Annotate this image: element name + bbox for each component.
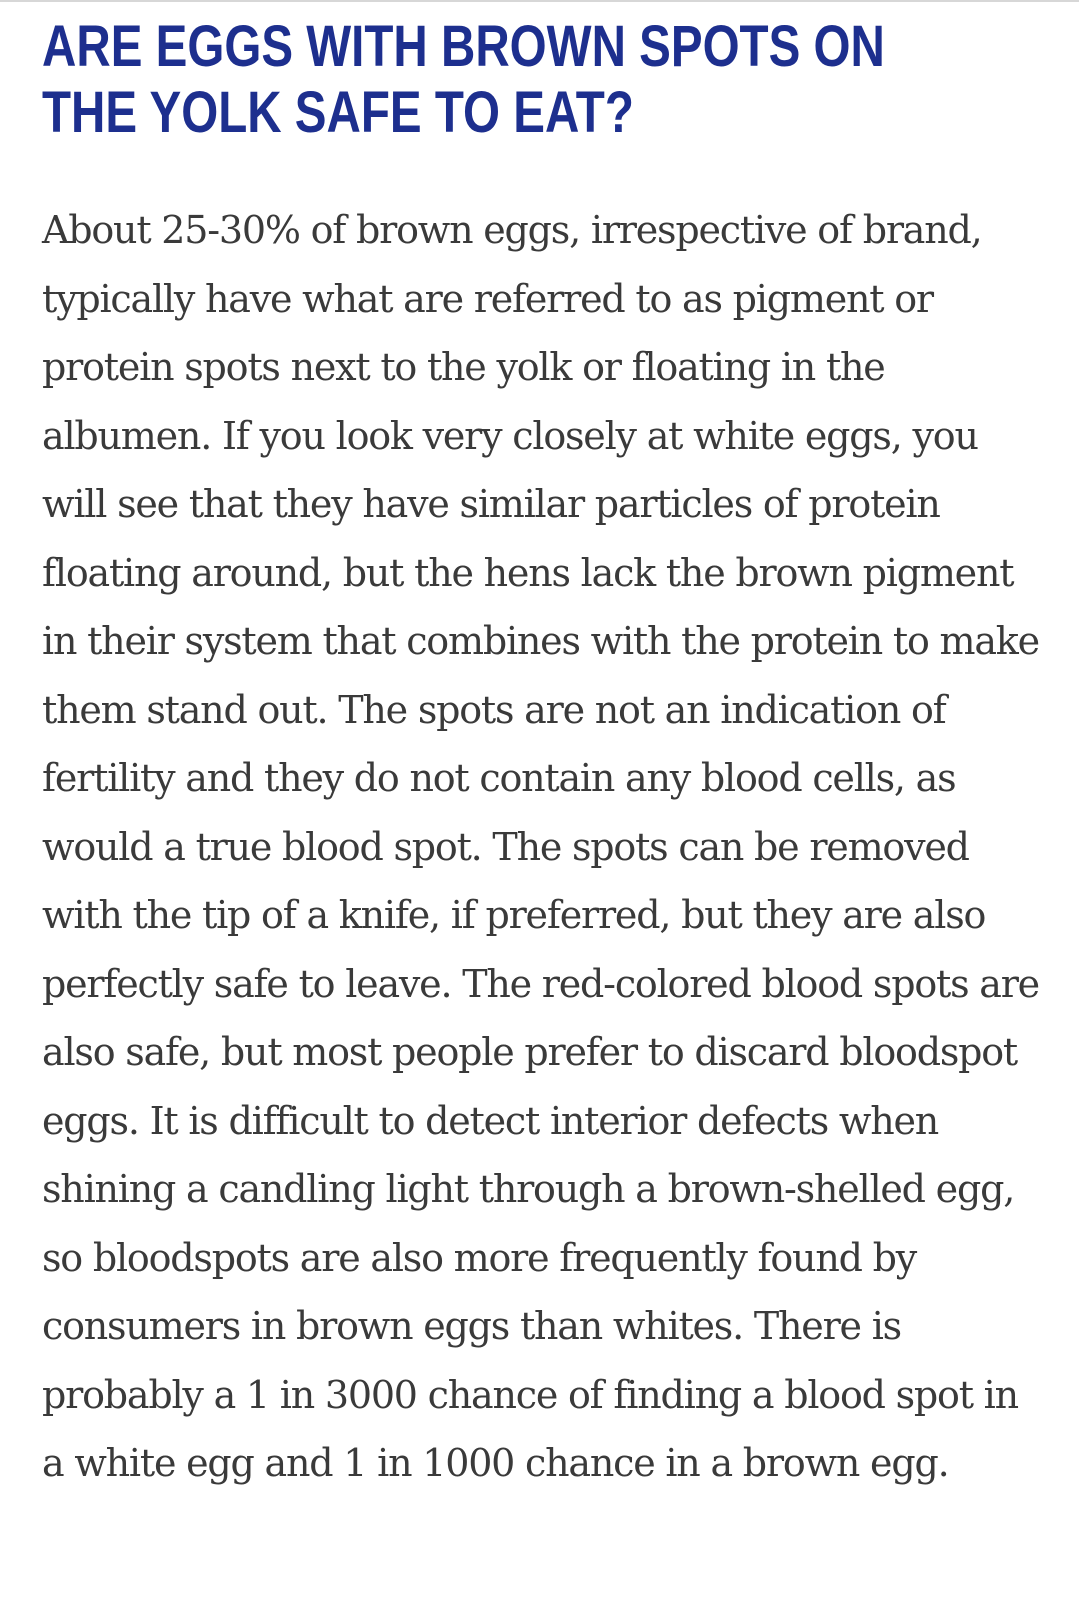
top-divider: [0, 0, 1079, 2]
faq-article: [42, 14, 1042, 1485]
article-title: ARE EGGS WITH BROWN SPOTS ON THE YOLK SAFE TO EAT?: [42, 14, 885, 145]
article-body: About 25-30% of brown eggs, irrespective of brand, typically have what are referred to as pigment or protein spots next to the yolk or floating in the albumen. If you look very closely at white eggs, you will see that they have similar particles of protein floating around, but the hens lack the brown pigment in their system that combines with the protein to make them stand out. The spots are not an indication of fertility and they do not contain any blood cells, as would a true blood spot. The spots can be removed with the tip of a knife, if preferred, but they are also perfectly safe to leave. The red-colored blood spots are also safe, but most people prefer to discard bloodspot eggs. It is difficult to detect interior defects when shining a candling light through a brown-shelled egg, so bloodspots are also more frequently found by consumers in brown eggs than whites. There is probably a 1 in 3000 chance of finding a blood spot in a white egg and 1 in 1000 chance in a brown egg.: [42, 208, 1039, 1485]
